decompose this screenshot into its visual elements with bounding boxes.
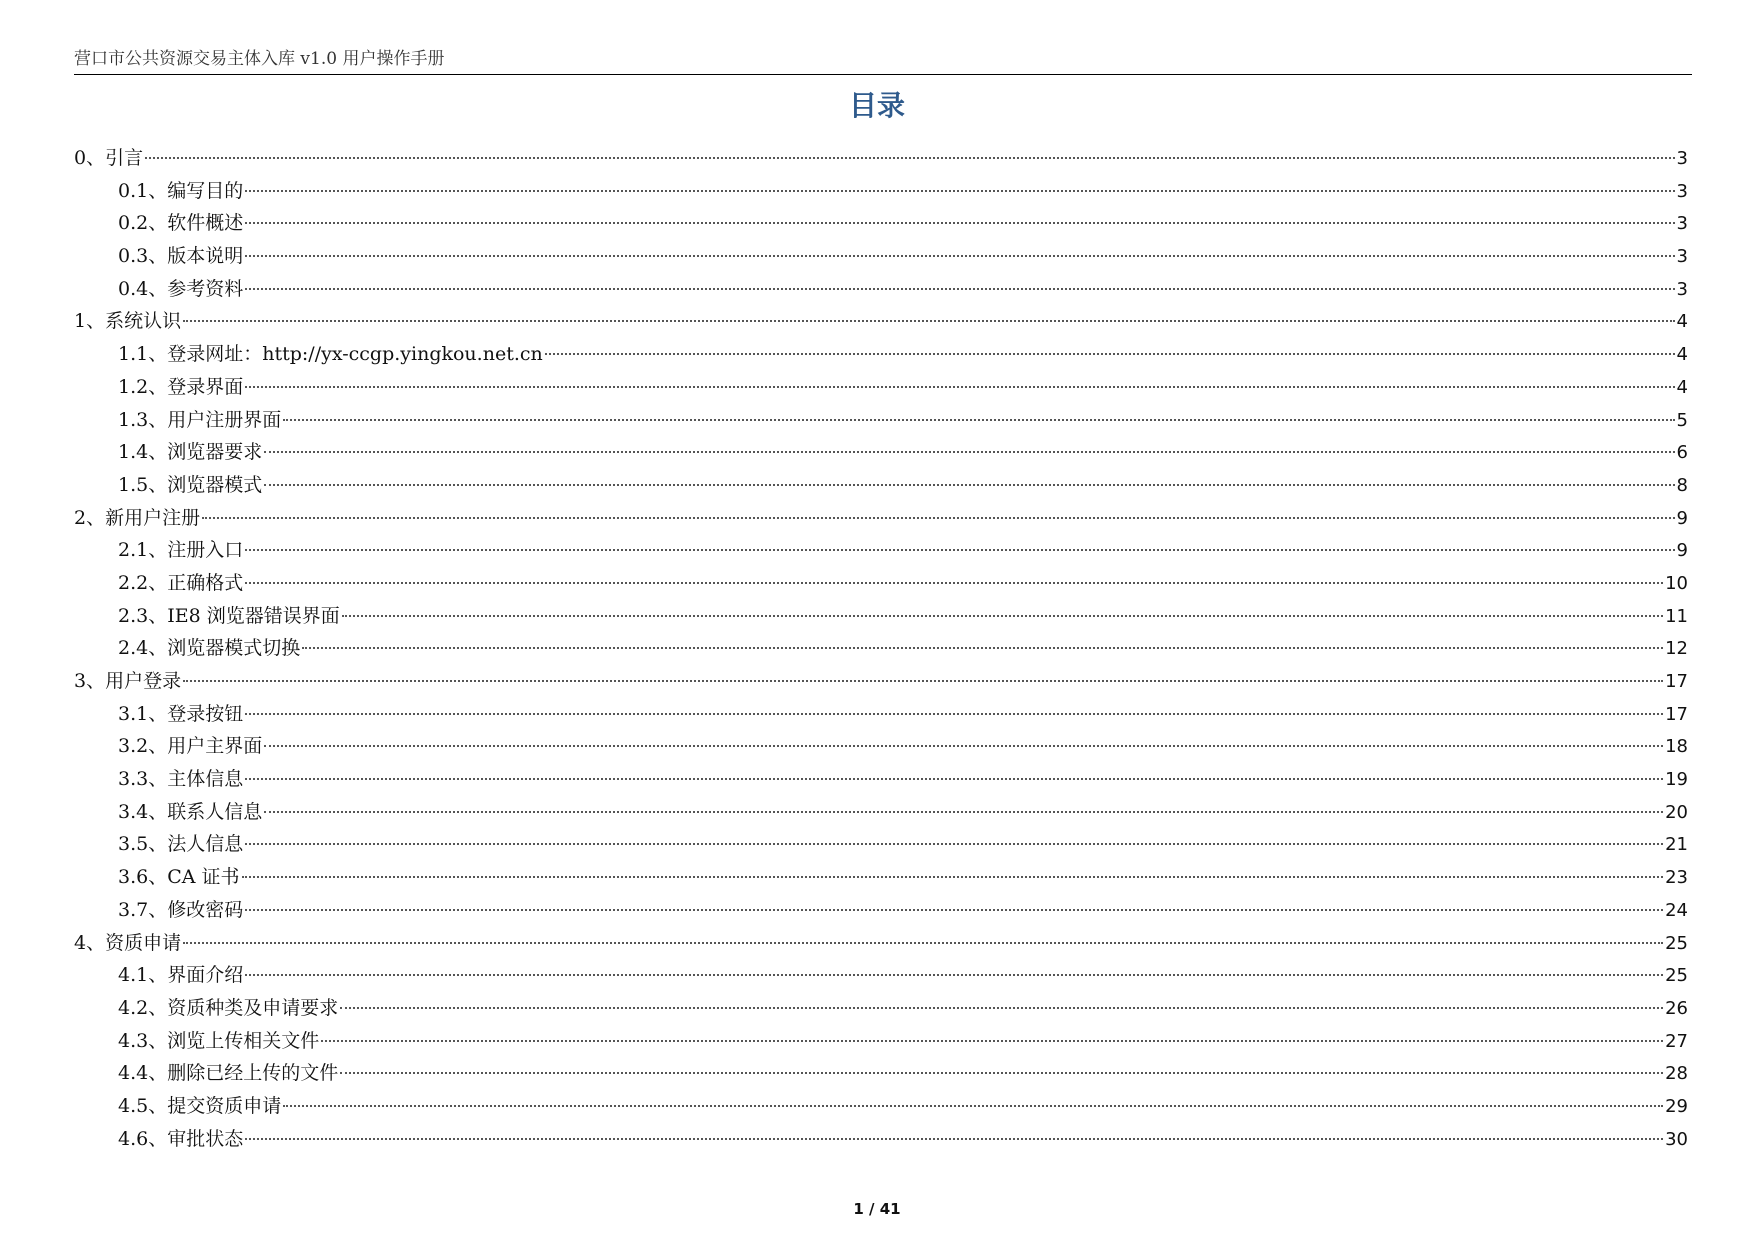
- toc-entry-page: 8: [1676, 474, 1688, 496]
- toc-dot-leader: [183, 320, 1674, 322]
- page-header: [74, 46, 1692, 75]
- toc-entry[interactable]: [74, 273, 1688, 306]
- toc-entry-label: 3.5、法人信息: [118, 833, 244, 856]
- toc-dot-leader: [245, 778, 1663, 780]
- toc-entry-label: 1.5、浏览器模式: [118, 473, 263, 496]
- toc-dot-leader: [545, 353, 1675, 355]
- toc-entry[interactable]: [74, 338, 1688, 371]
- toc-entry[interactable]: [74, 796, 1688, 829]
- toc-entry[interactable]: [74, 927, 1688, 960]
- toc-entry-label: 4.5、提交资质申请: [118, 1094, 282, 1117]
- toc-entry-page: 4: [1676, 344, 1688, 366]
- toc-entry-page: 12: [1665, 638, 1688, 660]
- toc-entry-page: 19: [1665, 769, 1688, 791]
- toc-entry-page: 17: [1665, 703, 1688, 725]
- toc-dot-leader: [245, 190, 1674, 192]
- toc-entry-label: 1、系统认识: [74, 310, 182, 333]
- toc-entry[interactable]: [74, 305, 1688, 338]
- toc-dot-leader: [202, 517, 1674, 519]
- toc-dot-leader: [321, 1040, 1663, 1042]
- toc-entry-label: 2.2、正确格式: [118, 571, 244, 594]
- toc-entry-label: 0.2、软件概述: [118, 212, 244, 235]
- toc-entry[interactable]: [74, 632, 1688, 665]
- toc-entry-label: 2.4、浏览器模式切换: [118, 637, 301, 660]
- toc-dot-leader: [264, 484, 1674, 486]
- toc-entry-label: 3.4、联系人信息: [118, 800, 263, 823]
- toc-entry-label: 1.1、登录网址：http://yx-ccgp.yingkou.net.cn: [118, 343, 543, 366]
- toc-entry-page: 29: [1665, 1095, 1688, 1117]
- toc-entry[interactable]: [74, 175, 1688, 208]
- toc-title: 目录: [848, 89, 905, 122]
- toc-entry-label: 4、资质申请: [74, 931, 182, 954]
- toc-entry[interactable]: [74, 698, 1688, 731]
- toc-entry[interactable]: [74, 534, 1688, 567]
- table-of-contents: [74, 142, 1688, 1155]
- toc-entry-label: 0、引言: [74, 147, 144, 169]
- toc-dot-leader: [245, 974, 1663, 976]
- toc-dot-leader: [242, 876, 1664, 878]
- toc-entry-label: 3.3、主体信息: [118, 768, 244, 791]
- toc-entry-page: 3: [1676, 148, 1688, 169]
- toc-entry-page: 25: [1665, 932, 1688, 954]
- toc-dot-leader: [183, 680, 1663, 682]
- toc-dot-leader: [302, 647, 1663, 649]
- toc-dot-leader: [340, 1007, 1663, 1009]
- toc-entry[interactable]: [74, 1057, 1688, 1090]
- toc-entry-label: 2.1、注册入口: [118, 539, 244, 562]
- toc-entry-page: 17: [1665, 671, 1688, 692]
- toc-entry-page: 23: [1665, 867, 1688, 889]
- toc-entry-label: 4.3、浏览上传相关文件: [118, 1029, 320, 1052]
- toc-entry[interactable]: [74, 894, 1688, 927]
- toc-entry[interactable]: [74, 207, 1688, 240]
- toc-entry-page: 9: [1676, 507, 1688, 529]
- toc-entry[interactable]: [74, 959, 1688, 992]
- toc-dot-leader: [245, 386, 1674, 388]
- toc-entry-page: 28: [1665, 1063, 1688, 1085]
- toc-entry[interactable]: [74, 502, 1688, 535]
- toc-entry[interactable]: [74, 567, 1688, 600]
- toc-entry-page: 5: [1676, 409, 1688, 431]
- toc-entry[interactable]: [74, 404, 1688, 437]
- toc-dot-leader: [264, 811, 1663, 813]
- toc-dot-leader: [245, 549, 1674, 551]
- toc-dot-leader: [245, 222, 1674, 224]
- toc-entry-label: 1.2、登录界面: [118, 375, 244, 398]
- toc-dot-leader: [245, 713, 1663, 715]
- toc-dot-leader: [183, 942, 1663, 944]
- toc-entry[interactable]: [74, 665, 1688, 698]
- toc-entry-label: 3、用户登录: [74, 670, 182, 692]
- toc-entry-label: 3.2、用户主界面: [118, 735, 263, 758]
- toc-entry-page: 3: [1676, 180, 1688, 202]
- toc-dot-leader: [245, 288, 1674, 290]
- toc-entry-label: 4.1、界面介绍: [118, 964, 244, 987]
- toc-dot-leader: [245, 255, 1674, 257]
- toc-entry-page: 26: [1665, 997, 1688, 1019]
- toc-entry-label: 1.3、用户注册界面: [118, 408, 282, 431]
- toc-entry-label: 3.1、登录按钮: [118, 702, 244, 725]
- toc-entry[interactable]: [74, 763, 1688, 796]
- toc-entry-page: 24: [1665, 899, 1688, 921]
- toc-dot-leader: [245, 582, 1663, 584]
- toc-entry-page: 9: [1676, 540, 1688, 562]
- toc-entry-page: 3: [1676, 246, 1688, 268]
- toc-dot-leader: [342, 615, 1663, 617]
- toc-entry-page: 4: [1676, 376, 1688, 398]
- toc-dot-leader: [283, 419, 1674, 421]
- toc-entry-label: 0.3、版本说明: [118, 245, 244, 268]
- toc-entry-label: 0.4、参考资料: [118, 277, 244, 300]
- toc-entry-page: 10: [1665, 572, 1688, 594]
- toc-entry-page: 21: [1665, 834, 1688, 856]
- toc-entry-page: 3: [1676, 213, 1688, 235]
- toc-entry-page: 30: [1665, 1128, 1688, 1150]
- toc-entry-page: 11: [1665, 605, 1688, 627]
- toc-entry-label: 0.1、编写目的: [118, 179, 244, 202]
- toc-entry-label: 3.7、修改密码: [118, 898, 244, 921]
- toc-entry-label: 4.2、资质种类及申请要求: [118, 996, 339, 1019]
- toc-entry-page: 20: [1665, 801, 1688, 823]
- toc-entry[interactable]: [74, 142, 1688, 175]
- toc-entry[interactable]: [74, 1090, 1688, 1123]
- toc-entry-page: 27: [1665, 1030, 1688, 1052]
- toc-dot-leader: [340, 1072, 1663, 1074]
- toc-dot-leader: [245, 843, 1663, 845]
- toc-entry[interactable]: [74, 600, 1688, 633]
- toc-entry-label: 3.6、CA 证书: [118, 866, 240, 889]
- toc-entry-page: 3: [1676, 278, 1688, 300]
- toc-entry-label: 4.4、删除已经上传的文件: [118, 1062, 339, 1085]
- toc-entry[interactable]: [74, 861, 1688, 894]
- page-number: 1 / 41: [853, 1200, 901, 1218]
- toc-entry-label: 2、新用户注册: [74, 506, 201, 529]
- toc-entry[interactable]: [74, 469, 1688, 502]
- toc-entry[interactable]: [74, 371, 1688, 404]
- toc-entry[interactable]: [74, 730, 1688, 763]
- toc-dot-leader: [264, 451, 1674, 453]
- document-title: 营口市公共资源交易主体入库 v1.0 用户操作手册: [74, 49, 445, 69]
- toc-entry[interactable]: [74, 992, 1688, 1025]
- toc-entry[interactable]: [74, 828, 1688, 861]
- toc-dot-leader: [283, 1105, 1663, 1107]
- toc-entry[interactable]: [74, 240, 1688, 273]
- toc-dot-leader: [245, 1138, 1663, 1140]
- toc-dot-leader: [264, 745, 1663, 747]
- toc-entry-page: 18: [1665, 736, 1688, 758]
- toc-dot-leader: [245, 909, 1663, 911]
- toc-entry[interactable]: [74, 1025, 1688, 1058]
- toc-entry-page: 4: [1676, 311, 1688, 333]
- toc-entry-label: 2.3、IE8 浏览器错误界面: [118, 604, 340, 627]
- toc-entry-page: 6: [1676, 442, 1688, 464]
- toc-dot-leader: [145, 157, 1674, 159]
- toc-entry[interactable]: [74, 1123, 1688, 1156]
- toc-entry-label: 4.6、审批状态: [118, 1127, 244, 1150]
- toc-entry-page: 25: [1665, 965, 1688, 987]
- toc-entry-label: 1.4、浏览器要求: [118, 441, 263, 464]
- toc-entry[interactable]: [74, 436, 1688, 469]
